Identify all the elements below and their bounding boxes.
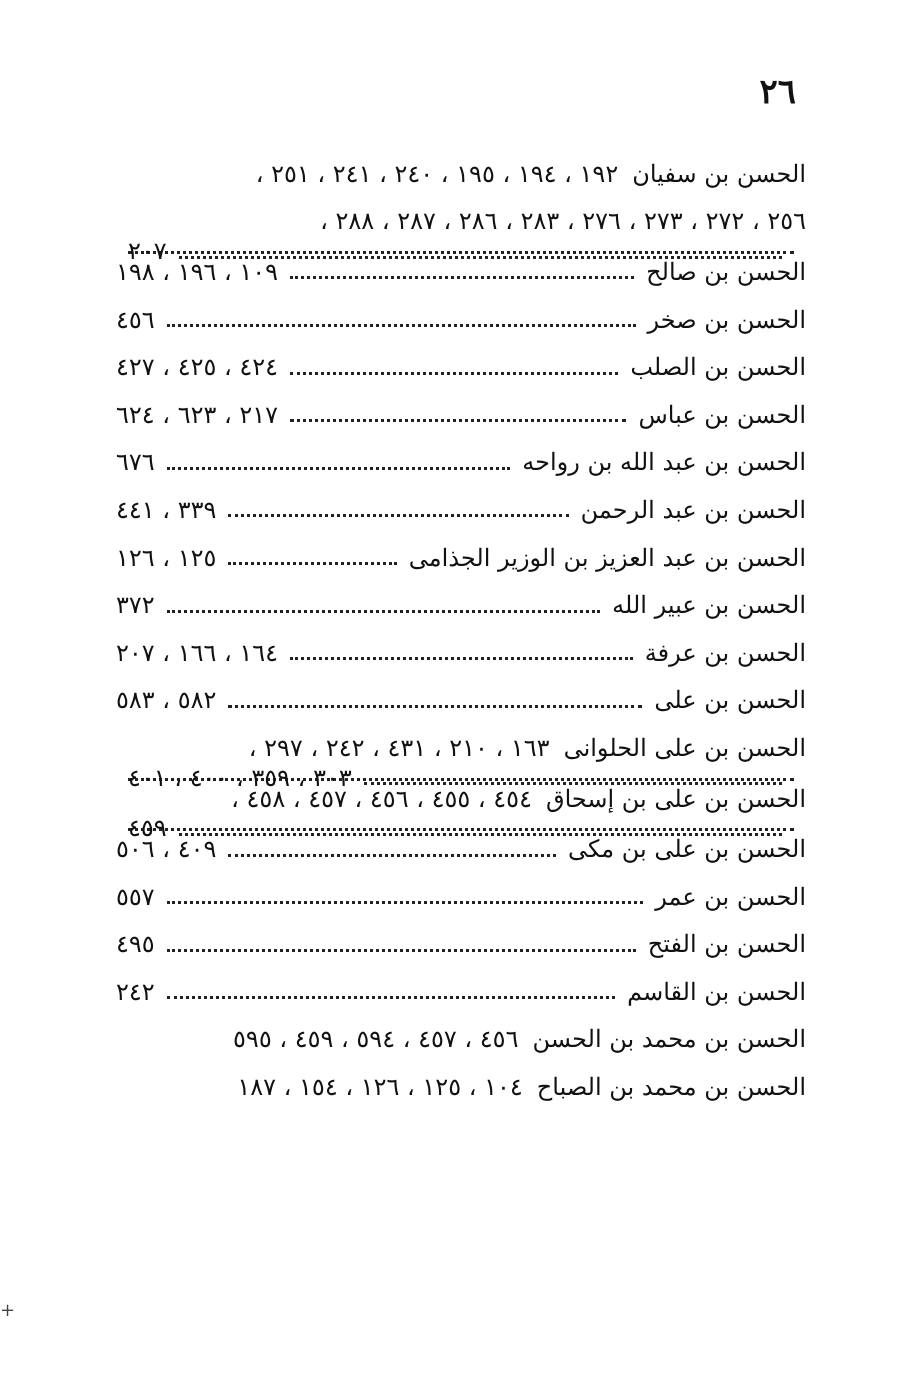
entry-name: الحسن بن سفيان bbox=[632, 159, 806, 188]
entry-pages: ٤٠٩ ، ٥٠٦ bbox=[116, 835, 217, 864]
entry-pages: ١٩٢ ، ١٩٤ ، ١٩٥ ، ٢٤٠ ، ٢٤١ ، ٢٥١ ، bbox=[255, 159, 619, 188]
index-list bbox=[116, 150, 806, 1111]
index-entry bbox=[116, 968, 806, 1016]
dot-leader bbox=[167, 949, 636, 952]
entry-pages: ٣٣٩ ، ٤٤١ bbox=[116, 495, 217, 524]
dot-leader bbox=[167, 996, 615, 999]
entry-pages: ٦٧٦ bbox=[116, 448, 155, 477]
entry-pages: ٥٨٢ ، ٥٨٣ bbox=[116, 686, 217, 715]
dot-leader bbox=[167, 901, 644, 904]
dot-leader bbox=[167, 610, 601, 613]
dot-leader bbox=[228, 854, 556, 857]
entry-pages: ٣٧٢ bbox=[116, 591, 155, 620]
index-entry bbox=[116, 343, 806, 391]
index-entry bbox=[128, 763, 794, 792]
index-entry bbox=[128, 237, 794, 266]
entry-pages: ١٦٣ ، ٢١٠ ، ٤٣١ ، ٢٤٢ ، ٢٩٧ ، bbox=[248, 733, 550, 762]
entry-name: الحسن بن صالح bbox=[646, 257, 806, 286]
index-entry bbox=[116, 629, 806, 677]
index-entry bbox=[116, 921, 806, 969]
entry-name: الحسن بن عبد العزيز بن الوزير الجذامى bbox=[408, 543, 806, 572]
dot-leader bbox=[290, 657, 633, 660]
dot-leader bbox=[167, 467, 511, 470]
entry-name: الحسن بن عباس bbox=[638, 400, 806, 429]
dot-leader bbox=[167, 324, 636, 327]
index-entry bbox=[116, 150, 806, 198]
entry-pages: ٥٥٧ bbox=[116, 882, 155, 911]
entry-name: الحسن بن على بن إسحاق bbox=[545, 784, 806, 813]
entry-pages: ٢١٧ ، ٦٢٣ ، ٦٢٤ bbox=[116, 400, 279, 429]
dot-leader bbox=[228, 514, 568, 517]
entry-name: الحسن بن محمد بن الصباح bbox=[536, 1073, 806, 1102]
entry-pages: ٤٥٦ bbox=[116, 305, 155, 334]
entry-name: الحسن بن عرفة bbox=[644, 638, 806, 667]
index-entry bbox=[116, 391, 806, 439]
index-entry bbox=[116, 439, 806, 487]
entry-pages: ١٠٤ ، ١٢٥ ، ١٢٦ ، ١٥٤ ، ١٨٧ bbox=[237, 1073, 523, 1102]
entry-pages: ٢٠٧ bbox=[128, 237, 167, 266]
entry-pages: ٤٢٤ ، ٤٢٥ ، ٤٢٧ bbox=[116, 353, 279, 382]
entry-pages: ٤٥٩ bbox=[128, 814, 167, 843]
dot-leader bbox=[228, 705, 642, 708]
index-entry bbox=[116, 873, 806, 921]
dot-leader bbox=[290, 372, 618, 375]
entry-name: الحسن بن على بن مكى bbox=[568, 835, 806, 864]
entry-name: الحسن بن عبد الرحمن bbox=[580, 495, 806, 524]
entry-name: الحسن بن على الحلوانى bbox=[563, 733, 806, 762]
entry-name: الحسن بن عبير الله bbox=[612, 591, 806, 620]
index-entry bbox=[116, 581, 806, 629]
entry-name: الحسن بن محمد بن الحسن bbox=[532, 1025, 806, 1054]
entry-name: الحسن بن القاسم bbox=[627, 977, 806, 1006]
entry-pages: ٤٥٤ ، ٤٥٥ ، ٤٥٦ ، ٤٥٧ ، ٤٥٨ ، bbox=[231, 784, 532, 813]
page-number: ٢٦ bbox=[759, 72, 796, 112]
entry-pages: ٢٥٦ ، ٢٧٢ ، ٢٧٣ ، ٢٧٦ ، ٢٨٣ ، ٢٨٦ ، ٢٨٧ ، ٢٨٨ ، bbox=[320, 207, 806, 236]
entry-pages: ٤٥٦ ، ٤٥٧ ، ٥٩٤ ، ٤٥٩ ، ٥٩٥ bbox=[233, 1025, 519, 1054]
index-entry bbox=[116, 534, 806, 582]
index-entry bbox=[116, 1016, 806, 1064]
index-entry bbox=[116, 198, 806, 246]
entry-pages: ١٦٤ ، ١٦٦ ، ٢٠٧ bbox=[116, 638, 279, 667]
entry-pages: ٤٩٥ bbox=[116, 930, 155, 959]
dot-leader bbox=[364, 782, 782, 785]
entry-name: الحسن بن عمر bbox=[655, 882, 806, 911]
entry-pages: ٣٠٣ ، ٣٥٩ ، ٤٠٠ ، ٤٠١ bbox=[128, 763, 352, 792]
dot-leader bbox=[290, 419, 626, 422]
entry-name: الحسن بن الصلب bbox=[630, 353, 806, 382]
entry-name: الحسن بن على bbox=[654, 686, 806, 715]
entry-name: الحسن بن عبد الله بن رواحه bbox=[522, 448, 806, 477]
index-entry bbox=[116, 677, 806, 725]
dot-leader bbox=[290, 276, 634, 279]
entry-name: الحسن بن الفتح bbox=[647, 930, 806, 959]
index-entry bbox=[116, 296, 806, 344]
index-entry bbox=[116, 486, 806, 534]
dot-leader bbox=[179, 256, 782, 259]
dot-leader bbox=[179, 833, 782, 836]
dot-leader bbox=[228, 562, 396, 565]
entry-pages: ٢٤٢ bbox=[116, 977, 155, 1006]
entry-name: الحسن بن صخر bbox=[647, 305, 806, 334]
entry-pages: ١٢٥ ، ١٢٦ bbox=[116, 543, 217, 572]
entry-pages: ١٠٩ ، ١٩٦ ، ١٩٨ bbox=[116, 257, 279, 286]
index-entry bbox=[116, 1063, 806, 1111]
margin-mark: + bbox=[0, 1300, 16, 1321]
index-entry bbox=[128, 814, 794, 843]
